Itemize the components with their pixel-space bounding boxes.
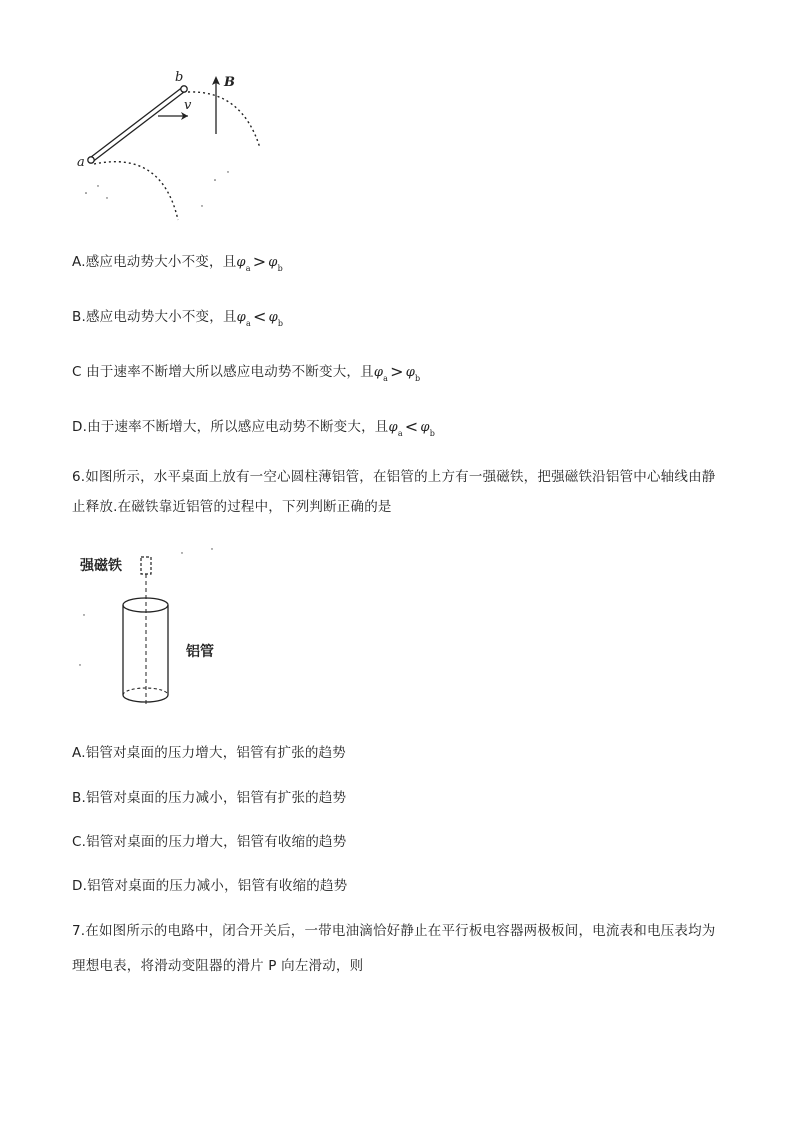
label-b: b bbox=[175, 70, 184, 85]
q6-stem-line1: 6.如图所示，水平桌面上放有一空心圆柱薄铝管，在铝管的上方有一强磁铁，把强磁铁沿铝管中心轴线由静 bbox=[72, 469, 716, 485]
outer-dotted-arc bbox=[188, 92, 260, 148]
rod-end-b bbox=[181, 86, 187, 92]
q5-option-c: C 由于速率不断增大所以感应电动势不断变大，且$\varphi_a > \varphi_b$ bbox=[72, 362, 421, 383]
inner-dotted-arc bbox=[94, 162, 178, 220]
label-tube: 铝管 bbox=[186, 644, 214, 660]
q7-stem-line2: 理想电表，将滑动变阻器的滑片 P 向左滑动，则 bbox=[72, 958, 364, 974]
label-magnet: 强磁铁 bbox=[80, 558, 122, 574]
rod-fill bbox=[91, 89, 184, 160]
q5-option-a: A.感应电动势大小不变，且$\varphi_a > \varphi_b$ bbox=[72, 252, 283, 273]
label-v: v bbox=[184, 98, 192, 113]
rod-field-diagram bbox=[72, 68, 272, 226]
q6-stem-line2: 止释放.在磁铁靠近铝管的过程中，下列判断正确的是 bbox=[72, 499, 392, 515]
q7-stem-line1: 7.在如图所示的电路中，闭合开关后，一带电油滴恰好静止在平行板电容器两极板间，电流表和电压表均为 bbox=[72, 923, 716, 939]
q5-option-b: B.感应电动势大小不变，且$\varphi_a < \varphi_b$ bbox=[72, 307, 284, 328]
q5-option-d: D.由于速率不断增大，所以感应电动势不断变大，且$\varphi_a < \varphi_b$ bbox=[72, 417, 436, 438]
q6-option-d: D.铝管对桌面的压力减小，铝管有收缩的趋势 bbox=[72, 878, 348, 894]
q6-option-c: C.铝管对桌面的压力增大，铝管有收缩的趋势 bbox=[72, 834, 347, 850]
q6-option-b: B.铝管对桌面的压力减小，铝管有扩张的趋势 bbox=[72, 790, 347, 806]
q6-option-a: A.铝管对桌面的压力增大，铝管有扩张的趋势 bbox=[72, 745, 346, 761]
label-a: a bbox=[77, 155, 85, 170]
label-B: B bbox=[224, 75, 235, 90]
figure-rod-field bbox=[72, 68, 272, 226]
magnet-rect bbox=[141, 557, 151, 574]
figure-magnet-tube bbox=[72, 545, 242, 717]
rod-end-a bbox=[88, 157, 94, 163]
